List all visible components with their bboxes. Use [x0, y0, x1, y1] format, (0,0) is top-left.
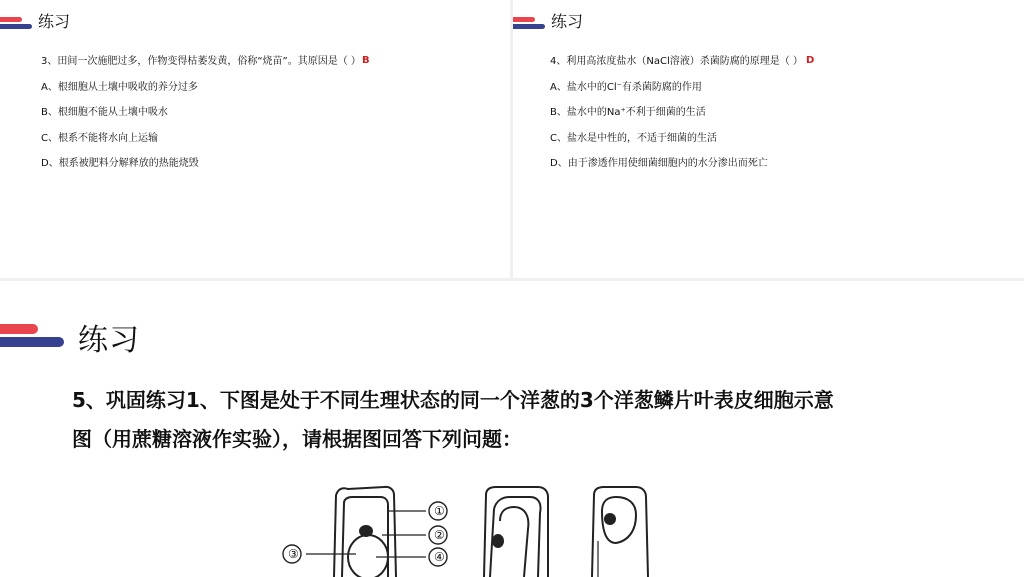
cell-normal	[334, 487, 396, 577]
question-text: 3、田间一次施肥过多，作物变得枯萎发黄，俗称“烧苗”。其原因是（ ）	[41, 56, 361, 67]
logo-bars-icon	[513, 11, 545, 31]
cell-plasmolysed-2	[592, 487, 648, 577]
option-b: B、盐水中的Na⁺不利于细菌的生活	[550, 107, 706, 119]
question-block	[41, 54, 361, 182]
figure-label-2: ②	[434, 528, 445, 542]
question-line-1: 5、巩固练习1、下图是处于不同生理状态的同一个洋葱的3个洋葱鳞片叶表皮细胞示意	[72, 388, 834, 412]
option-a: A、根细胞从土壤中吸收的养分过多	[41, 81, 198, 93]
answer-mark: D	[806, 55, 815, 66]
option-c: C、根系不能将水向上运输	[41, 132, 158, 144]
logo-bars-icon	[0, 317, 64, 357]
slide-title: 练习	[78, 323, 140, 358]
option-b: B、根细胞不能从土壤中吸水	[41, 107, 168, 119]
slide-header	[0, 9, 70, 32]
figure-label-3: ③	[288, 547, 299, 561]
question-block	[550, 54, 803, 182]
question-text	[72, 381, 952, 459]
option-c: C、盐水是中性的，不适于细菌的生活	[550, 132, 717, 144]
question-text: 4、利用高浓度盐水（NaCl溶液）杀菌防腐的原理是（ ）	[550, 56, 803, 67]
logo-bars-icon	[0, 11, 32, 31]
slide-title: 练习	[551, 12, 584, 31]
slide-question-3	[0, 0, 510, 278]
option-d: D、根系被肥料分解释放的热能烧毁	[41, 158, 199, 170]
question-line-2: 图（用蔗糖溶液作实验），请根据图回答下列问题：	[72, 427, 522, 451]
onion-cells-figure	[276, 481, 676, 577]
figure-label-1: ①	[434, 504, 445, 518]
figure-label-4: ④	[434, 550, 445, 564]
answer-mark: B	[362, 55, 370, 66]
option-d: D、由于渗透作用使细菌细胞内的水分渗出而死亡	[550, 158, 768, 170]
slide-header	[0, 315, 140, 359]
cell-plasmolysed-1	[484, 487, 548, 577]
slide-title: 练习	[38, 12, 71, 31]
slide-question-4	[513, 0, 1024, 278]
slide-header	[513, 9, 583, 32]
slide-question-5	[0, 281, 1024, 577]
option-a: A、盐水中的Cl⁻有杀菌防腐的作用	[550, 81, 702, 93]
